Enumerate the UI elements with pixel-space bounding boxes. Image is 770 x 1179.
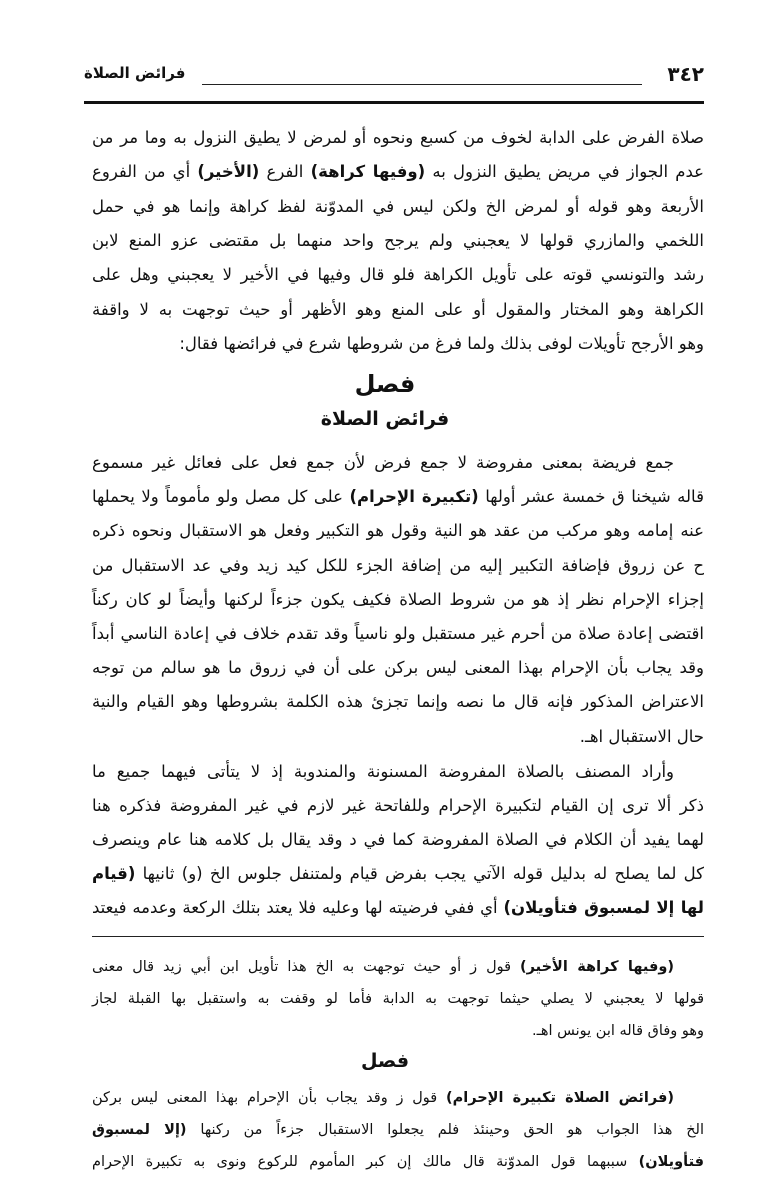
text-run: وقد يجاب بأن الإحرام بهذا المعنى ليس بركن على أن في زروق ما هو سالم من توجه bbox=[92, 658, 704, 678]
text-line bbox=[92, 332, 704, 356]
text-run: أي ففي فرضيته لها وعليه فلا يعتد بتلك الركعة وعدمه فيعتد bbox=[92, 898, 504, 917]
bold-quote: فتأويلان) bbox=[638, 1154, 704, 1170]
text-run: وهو الأرجح تأويلات لوفى بذلك ولما فرغ من شروطها شرع في فرائضها فقال: bbox=[179, 333, 704, 353]
text-run: اقتضى إعادة صلاة من أحرم غير مستقبل ولو ناسياً وقد تقدم خلاف في إعادة الناسي أبداً bbox=[92, 624, 704, 643]
text-run: ذكر ألا ترى إن القيام لتكبيرة الإحرام وللفاتحة غير لازم في غير المفروضة فذكره هنا bbox=[92, 796, 704, 815]
text-line bbox=[92, 987, 704, 1011]
text-line bbox=[92, 451, 704, 475]
running-header bbox=[84, 60, 704, 100]
bold-quote: (تكبيرة الإحرام) bbox=[349, 487, 479, 507]
text-run: قول ز وقد يجاب بأن الإحرام بهذا المعنى ليس بركن bbox=[92, 1090, 446, 1106]
text-run: الاعتراض المذكور فإنه قال ما نصه وإنما تجزئ هذه الكلمة بشروطها وهو القيام والنية bbox=[92, 692, 704, 712]
text-run: جمع فريضة بمعنى مفروضة لا جمع فرض لأن جمع فعل على فعائل غير مسموع bbox=[92, 453, 674, 472]
text-line bbox=[92, 1086, 704, 1110]
text-line bbox=[92, 862, 704, 886]
text-line bbox=[92, 690, 704, 714]
text-run: الفرع bbox=[259, 162, 311, 182]
text-line bbox=[92, 195, 704, 219]
text-run: على كل مصل ولو مأموماً ولا يحملها bbox=[92, 487, 350, 507]
text-line bbox=[92, 1150, 704, 1174]
text-run: وأراد المصنف بالصلاة المفروضة المسنونة والمندوبة إذ لا يتأتى فيهما جميع ما bbox=[92, 762, 674, 781]
text-line bbox=[92, 656, 704, 680]
text-run: الأربعة وهو قوله أو لمرض الخ ولكن ليس في المدوّنة لفظ كراهة وإنما هو في حمل bbox=[92, 196, 704, 216]
footnote-section-label: فصل bbox=[360, 1050, 410, 1072]
bold-quote: (الأخير) bbox=[197, 162, 260, 182]
text-run: عنه إمامه وهو مركب من عقد هو النية وقول هو التكبير وفعل هو الاستقبال ونحوه ذكره bbox=[92, 521, 704, 541]
text-run: كل لما يصلح له بدليل قوله الآتي يجب بفرض قيام ولمتنفل جلوس الخ (و) ثانيها bbox=[135, 864, 704, 883]
text-line bbox=[92, 229, 704, 253]
text-line bbox=[92, 263, 704, 287]
text-line bbox=[92, 298, 704, 322]
text-line bbox=[92, 955, 704, 979]
text-line bbox=[92, 160, 704, 184]
running-title: فرائض الصلاة bbox=[84, 64, 186, 82]
section-title: فرائض الصلاة bbox=[320, 408, 450, 430]
text-run: رشد والتونسي قوته على تأويل الكراهة فلو قال وفيها في الأخير لا يعجبني وهل على bbox=[92, 265, 704, 285]
text-line bbox=[92, 554, 704, 578]
bold-quote: (وفيها كراهة) bbox=[310, 162, 426, 182]
text-run: قول ز أو حيث توجهت به الخ هذا تأويل ابن أبي زيد قال معنى bbox=[92, 959, 521, 975]
text-run: صلاة الفرض على الدابة لخوف من كسبع ونحوه أو لمرض لا يطيق النزول به وما مر من bbox=[92, 128, 704, 147]
text-line bbox=[92, 896, 704, 920]
bold-quote: لها إلا لمسبوق فتأويلان) bbox=[503, 898, 704, 917]
text-line bbox=[92, 126, 704, 150]
footnote-separator bbox=[92, 936, 704, 937]
text-line bbox=[92, 725, 704, 749]
text-run: قاله شيخنا ق خمسة عشر أولها bbox=[478, 487, 704, 507]
text-run: عدم الجواز في مريض يطيق النزول به bbox=[425, 162, 704, 182]
bold-quote: (إلا لمسبوق bbox=[92, 1122, 187, 1138]
text-line bbox=[92, 588, 704, 612]
text-run: اللخمي والمازري قولها لا يعجبني ولم يرجح واحد منهما بل مقتضى عزو المنع لابن bbox=[92, 230, 704, 250]
text-line bbox=[92, 794, 704, 818]
text-run: الكراهة وهو المختار والمقول أو على المنع وهو الأظهر أو حيث توجهت به لا واقفة bbox=[92, 299, 704, 319]
bold-quote: (فرائض الصلاة تكبيرة الإحرام) bbox=[445, 1090, 674, 1106]
text-run: إجزاء الإحرام نظر إذ هو من شروط الصلاة فكيف يكون جزءاً لركنها وأيضاً لو كان ركناً bbox=[92, 589, 704, 609]
text-line bbox=[92, 622, 704, 646]
text-run: وهو وفاق قاله ابن يونس اهـ. bbox=[531, 1023, 704, 1039]
text-line bbox=[92, 828, 704, 852]
text-run: حال الاستقبال اهـ. bbox=[579, 726, 704, 746]
text-line bbox=[92, 485, 704, 509]
bold-quote: (قيام bbox=[92, 864, 136, 883]
text-run: قولها لا يعجبني لا يصلي حيثما توجهت به الدابة فأما لو وقفت به واستقبل بها القبلة لجاز bbox=[92, 991, 704, 1007]
text-line bbox=[92, 760, 704, 784]
text-run: أي من الفروع bbox=[92, 162, 198, 182]
text-line bbox=[92, 519, 704, 543]
header-line bbox=[202, 84, 642, 85]
text-run: ح عن زروق فإضافة التكبير إليه من إضافة الجزء للكل كيد زيد وفي عد الاستقبال من bbox=[92, 555, 704, 575]
header-rule bbox=[84, 101, 704, 104]
bold-quote: (وفيها كراهة الأخير) bbox=[520, 959, 674, 975]
text-run: لهما يفيد أن الكلام في الصلاة المفروضة كما في د وقد يقال بل كلامه هنا عام وينصرف bbox=[92, 830, 704, 849]
text-run: الخ هذا الجواب هو الحق وحينئذ فلم يجعلوا الاستقبال جزءاً من ركنها bbox=[186, 1122, 704, 1138]
text-line bbox=[92, 1019, 704, 1043]
text-line bbox=[92, 1118, 704, 1142]
text-run: سببهما قول المدوّنة قال مالك إن كبر المأموم للركوع ونوى به تكبيرة الإحرام bbox=[92, 1154, 639, 1170]
page-number: ٣٤٢ bbox=[667, 62, 704, 86]
section-label: فصل bbox=[354, 370, 416, 398]
